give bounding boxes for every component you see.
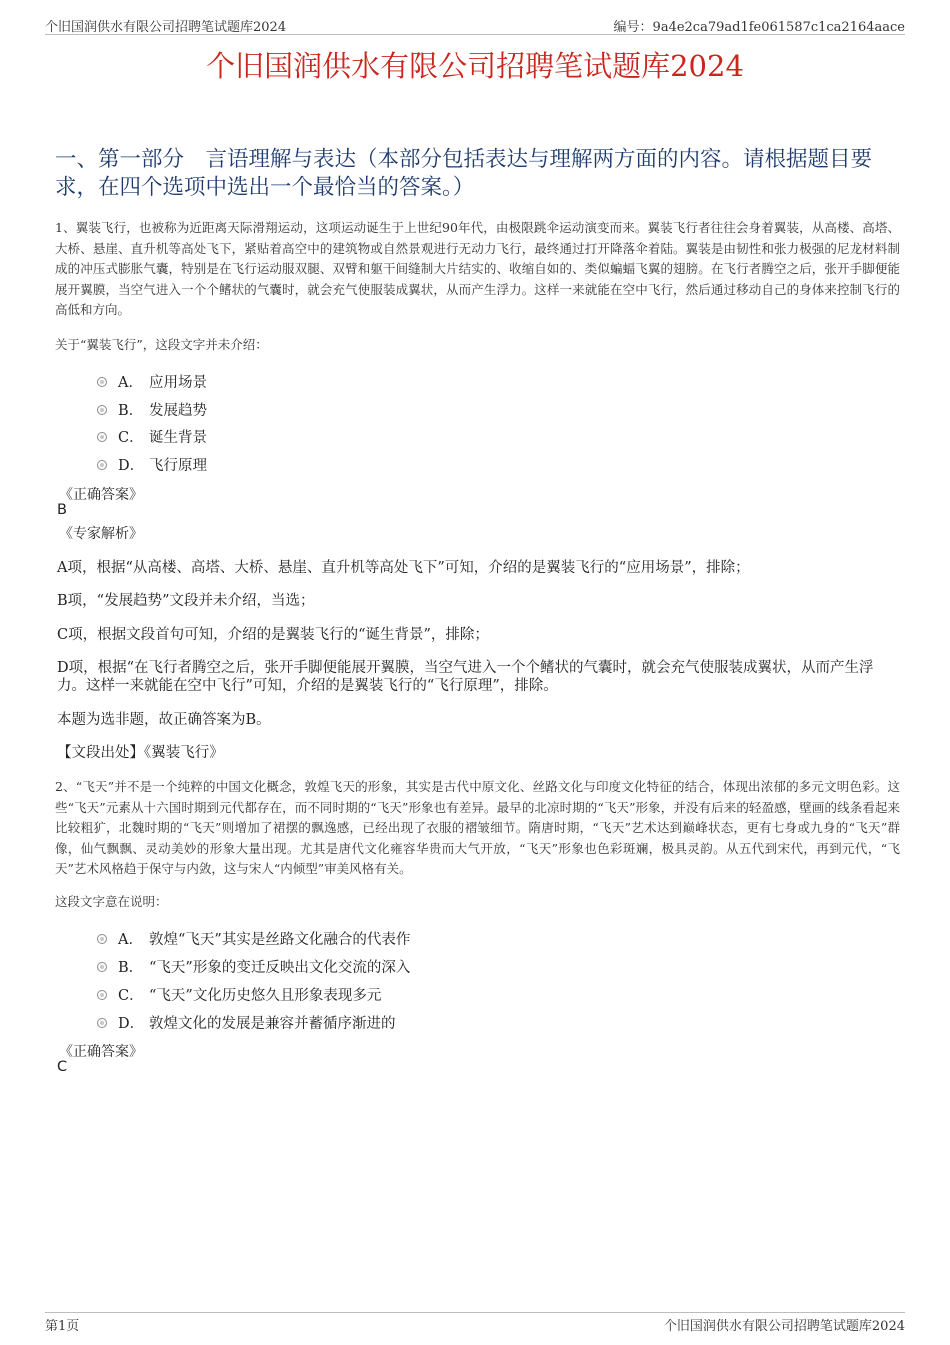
option-text: 敦煌文化的发展是兼容并蓄循序渐进的 (149, 1016, 396, 1032)
header-doc-id: 编号：9a4e2ca79ad1fe061587c1ca2164aace (613, 20, 905, 35)
page-number: 第1页 (45, 1319, 80, 1334)
header-doc-title: 个旧国润供水有限公司招聘笔试题库2024 (45, 20, 287, 35)
radio-icon[interactable] (97, 377, 107, 387)
q1-analysis-c: C项，根据文段首句可知，介绍的是翼装飞行的“诞生背景”，排除； (57, 627, 489, 643)
option-letter: D． (118, 1016, 145, 1032)
q1-analysis-label: 《专家解析》 (59, 526, 143, 542)
q1-source: 【文段出处】《翼装飞行》 (57, 745, 224, 761)
radio-icon[interactable] (97, 432, 107, 442)
q1-analysis-a: A项，根据“从高楼、高塔、大桥、悬崖、直升机等高处飞下”可知，介绍的是翼装飞行的“应用场景”，排除； (57, 560, 750, 576)
option-text: 诞生背景 (149, 430, 207, 446)
option-text: 应用场景 (149, 375, 207, 391)
option-letter: B． (118, 960, 144, 976)
option-text: 飞行原理 (149, 458, 207, 474)
option-letter: C． (118, 430, 144, 446)
radio-icon[interactable] (97, 1018, 107, 1028)
radio-icon[interactable] (97, 990, 107, 1000)
page-header (45, 14, 905, 35)
q2-prompt: 这段文字意在说明： (55, 894, 168, 909)
q1-analysis-b: B项，“发展趋势”文段并未介绍，当选； (57, 593, 315, 609)
q2-passage: 2、“飞天”并不是一个纯粹的中国文化概念，敦煌飞天的形象，其实是古代中原文化、丝路文化与印度文化特征的结合，体现出浓郁的多元文明色彩。这些“飞天”元素从十六国时期到元代都存在，而不同时期的“飞天”形象也有差异。最早的北凉时期的“飞天”形象，并没有后来的轻盈感，壁画的线条看起来比较粗犷，北魏时期的“飞天”则增加了裙摆的飘逸感，已经出现了衣服的褶皱细节。隋唐时期，“飞天”艺术达到巅峰状态，更有七身或九身的“飞天”群像，仙气飘飘、灵动美妙的形象大量出现。尤其是唐代文化雍容华贵而大气开放，“飞天”形象也色彩斑斓，极具灵韵。从五代到宋代，再到元代，“飞天”艺术风格趋于保守与内敛，这与宋人“内倾型”审美风格有关。 (55, 779, 900, 876)
radio-icon[interactable] (97, 460, 107, 470)
option-letter: B． (118, 403, 144, 419)
page-title: 个旧国润供水有限公司招聘笔试题库2024 (206, 49, 744, 83)
option-text: “飞天”文化历史悠久且形象表现多元 (149, 988, 382, 1004)
radio-icon[interactable] (97, 934, 107, 944)
q2-answer-label: 《正确答案》 (59, 1044, 143, 1060)
q1-answer-label: 《正确答案》 (59, 487, 143, 503)
option-letter: A． (118, 375, 143, 391)
option-letter: C． (118, 988, 144, 1004)
page-footer (45, 1312, 905, 1333)
section-heading: 一、第一部分 言语理解与表达（本部分包括表达与理解两方面的内容。请根据题目要求，在四个选项中选出一个最恰当的答案。） (55, 147, 873, 200)
option-letter: A． (118, 932, 143, 948)
q1-analysis-d: D项，根据“在飞行者腾空之后，张开手脚便能展开翼膜，当空气进入一个个鳍状的气囊时，就会充气使服装成翼状，从而产生浮力。这样一来就能在空中飞行”可知，介绍的是翼装飞行的“飞行原理”，排除。 (57, 660, 874, 694)
option-text: 敦煌“飞天”其实是丝路文化融合的代表作 (149, 932, 411, 948)
radio-icon[interactable] (97, 405, 107, 415)
q1-passage: 1、翼装飞行，也被称为近距离天际滑翔运动，这项运动诞生于上世纪90年代，由极限跳伞运动演变而来。翼装飞行者往往会身着翼装，从高楼、高塔、大桥、悬崖、直升机等高处飞下，紧贴着高空中的建筑物或自然景观进行无动力飞行，最终通过打开降落伞着陆。翼装是由韧性和张力极强的尼龙材料制成的冲压式膨胀气囊，特别是在飞行运动服双腿、双臂和躯干间缝制大片结实的、收缩自如的、类似蝙蝠飞翼的翅膀。在飞行者腾空之后，张开手脚便能展开翼膜，当空气进入一个个鳍状的气囊时，就会充气使服装成翼状，从而产生浮力。这样一来就能在空中飞行，然后通过移动自己的身体来控制飞行的高低和方向。 (55, 220, 900, 317)
option-text: “飞天”形象的变迁反映出文化交流的深入 (149, 960, 411, 976)
option-text: 发展趋势 (149, 403, 207, 419)
q2-answer: C (57, 1059, 68, 1075)
footer-doc-title: 个旧国润供水有限公司招聘笔试题库2024 (663, 1319, 905, 1334)
q1-answer: B (57, 502, 67, 518)
q1-conclusion: 本题为选非题，故正确答案为B。 (57, 712, 271, 728)
option-letter: D． (118, 458, 145, 474)
q1-prompt: 关于“翼装飞行”，这段文字并未介绍： (55, 337, 268, 352)
radio-icon[interactable] (97, 962, 107, 972)
